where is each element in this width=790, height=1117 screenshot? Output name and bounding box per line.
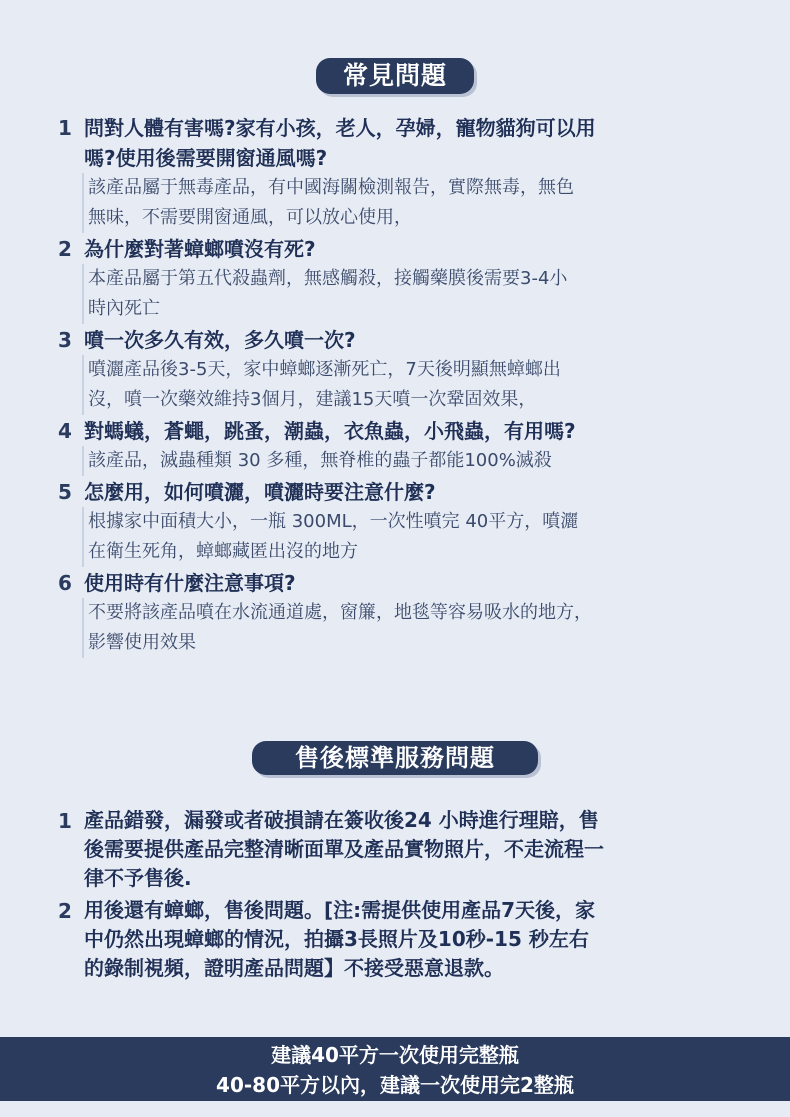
faq-item: [58, 234, 758, 324]
answer: [82, 173, 758, 233]
faq-item: [58, 806, 758, 893]
answer-line: 影響使用效果: [88, 632, 196, 653]
answer-line: 無味，不需要開窗通風，可以放心使用，: [88, 207, 412, 228]
question-line: 產品錯發，漏發或者破損請在簽收後24 小時進行理賠，售: [84, 808, 599, 832]
question-line: 用後還有蟑螂，售後問題。[注:需提供使用產品7天後，家: [84, 898, 596, 922]
answer-line: 該產品，滅蟲種類 30 多種，無脊椎的蟲子都能100%滅殺: [88, 450, 552, 471]
answer: [82, 507, 758, 567]
question-line: 律不予售後.: [84, 866, 192, 890]
faq-item: [58, 113, 758, 233]
question-line: 使用時有什麼注意事項?: [84, 571, 296, 595]
question-line: 中仍然出現蟑螂的情況，拍攝3長照片及10秒-15 秒左右: [84, 927, 589, 951]
answer-line: 沒，噴一次藥效維持3個月，建議15天噴一次鞏固效果，: [88, 389, 537, 410]
answer-line: 噴灑產品後3-5天，家中蟑螂逐漸死亡，7天後明顯無蟑螂出: [88, 359, 561, 380]
answer-line: 本產品屬于第五代殺蟲劑，無感觸殺，接觸藥膜後需要3-4小: [88, 268, 568, 289]
banner-line-2: 40-80平方以內，建議一次使用完2整瓶: [216, 1073, 574, 1097]
question-line: 為什麼對著蟑螂噴沒有死?: [84, 237, 316, 261]
banner-line-1: 建議40平方一次使用完整瓶: [271, 1043, 519, 1067]
item-number: 1: [58, 809, 72, 833]
question-line: 問對人體有害嗎?家有小孩，老人，孕婦，寵物貓狗可以用: [84, 116, 596, 140]
item-number: 2: [58, 237, 72, 261]
question-line: 嗎?使用後需要開窗通風嗎?: [84, 146, 328, 170]
faq-item: [58, 477, 758, 567]
item-number: 5: [58, 480, 72, 504]
section-title-faq: 常見問題: [316, 58, 474, 94]
question-line: 怎麼用，如何噴灑，噴灑時要注意什麼?: [84, 480, 436, 504]
answer-line: 時內死亡: [88, 298, 160, 319]
faq-item: [58, 416, 758, 476]
faq-list: [58, 113, 758, 658]
answer: [82, 264, 758, 324]
question-line: 對螞蟻，蒼蠅，跳蚤，潮蟲，衣魚蟲，小飛蟲，有用嗎?: [84, 419, 576, 443]
question-line: 的錄制視頻，證明產品問題】不接受惡意退款。: [84, 956, 504, 980]
answer: [82, 598, 758, 658]
item-number: 4: [58, 419, 72, 443]
item-number: 3: [58, 328, 72, 352]
section-title-after-sales: 售後標準服務問題: [252, 741, 538, 775]
faq-item: [58, 568, 758, 658]
item-number: 2: [58, 899, 72, 923]
answer-line: 根據家中面積大小，一瓶 300ML，一次性噴完 40平方，噴灑: [88, 511, 579, 532]
faq-item: [58, 325, 758, 415]
answer: [82, 446, 758, 476]
answer: [82, 355, 758, 415]
answer-line: 在衛生死角，蟑螂藏匿出沒的地方: [88, 541, 358, 562]
faq-item: [58, 896, 758, 983]
answer-line: 不要將該產品噴在水流通道處，窗簾，地毯等容易吸水的地方，: [88, 602, 592, 623]
question-line: 噴一次多久有效，多久噴一次?: [84, 328, 356, 352]
item-number: 1: [58, 116, 72, 140]
after-sales-list: [58, 806, 758, 983]
item-number: 6: [58, 571, 72, 595]
usage-banner: [0, 1037, 790, 1101]
answer-line: 該產品屬于無毒產品，有中國海關檢測報告，實際無毒，無色: [88, 177, 574, 198]
question-line: 後需要提供產品完整清晰面單及產品實物照片，不走流程一: [84, 837, 604, 861]
